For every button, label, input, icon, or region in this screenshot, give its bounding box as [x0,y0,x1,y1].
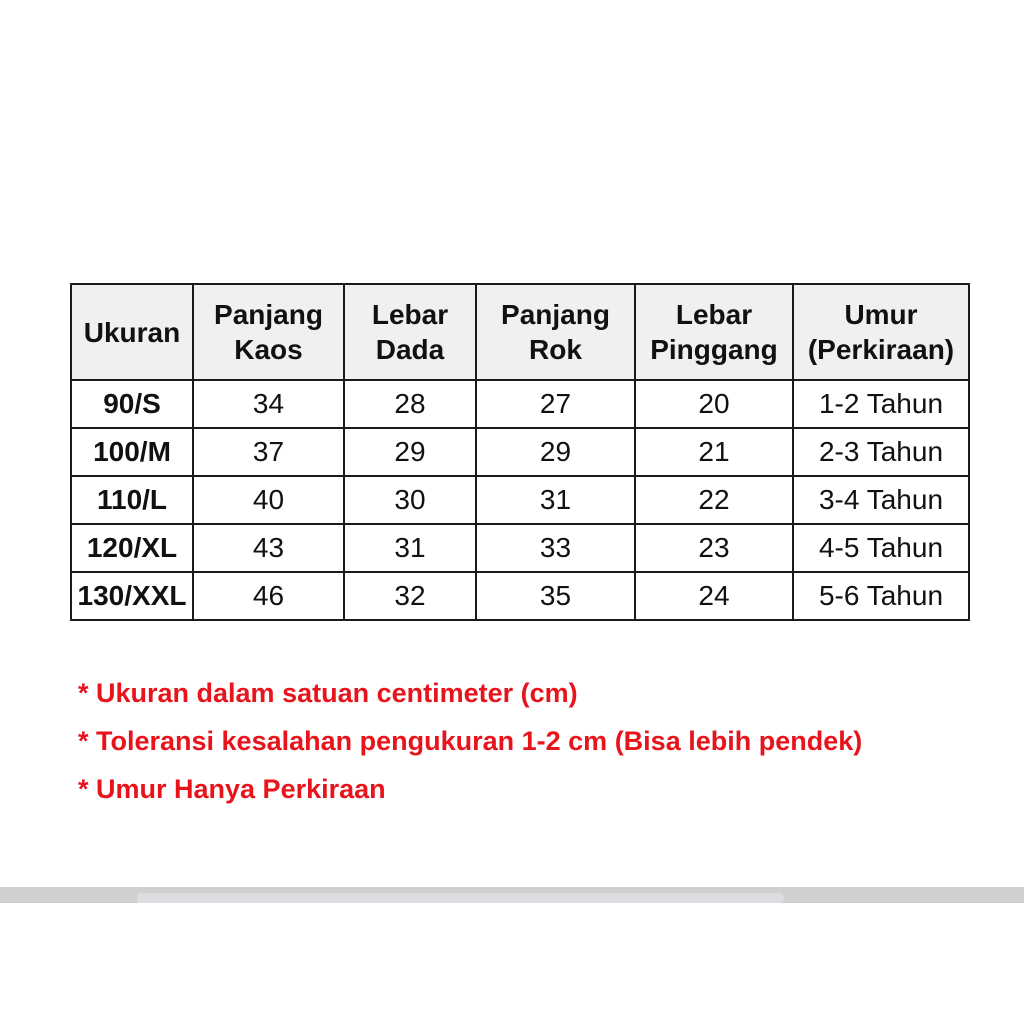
table-cell: 31 [344,524,476,572]
notes [78,675,862,819]
table-header-row [71,284,969,380]
table-cell: 43 [193,524,344,572]
header-label: (Perkiraan) [807,334,955,365]
table-cell: 4-5 Tahun [793,524,969,572]
table-cell: 20 [635,380,793,428]
table-cell: 1-2 Tahun [793,380,969,428]
size-cell: 100/M [71,428,193,476]
header-label: Ukuran [83,316,181,348]
size-cell: 110/L [71,476,193,524]
note-tolerance: * Toleransi kesalahan pengukuran 1-2 cm (Bisa lebih pendek) [78,726,863,756]
header-label: Lebar [371,299,449,330]
table-cell: 34 [193,380,344,428]
table-cell: 35 [476,572,635,620]
size-cell: 130/XXL [71,572,193,620]
size-chart-table [70,283,970,621]
horizontal-scrollbar[interactable] [0,887,1024,903]
table-row [71,476,969,524]
header-ukuran [71,284,193,380]
table-cell: 29 [344,428,476,476]
table-cell: 21 [635,428,793,476]
table-row [71,572,969,620]
table-row [71,380,969,428]
header-label: Dada [375,334,445,365]
table-cell: 28 [344,380,476,428]
table-cell: 30 [344,476,476,524]
header-label: Rok [529,334,582,365]
header-label: Pinggang [650,334,778,365]
table-cell: 5-6 Tahun [793,572,969,620]
header-label: Panjang [214,299,323,330]
header-panjang-rok [476,284,635,380]
header-label: Kaos [234,334,303,365]
header-label: Umur [844,299,918,330]
header-label: Panjang [501,299,610,330]
table-cell: 2-3 Tahun [793,428,969,476]
table-cell: 22 [635,476,793,524]
header-lebar-dada [344,284,476,380]
header-umur [793,284,969,380]
size-cell: 90/S [71,380,193,428]
header-panjang-kaos [193,284,344,380]
table-cell: 31 [476,476,635,524]
table-cell: 23 [635,524,793,572]
header-label: Lebar [675,299,753,330]
table-cell: 33 [476,524,635,572]
note-unit: * Ukuran dalam satuan centimeter (cm) [78,678,578,708]
table-cell: 27 [476,380,635,428]
table-row [71,524,969,572]
scrollbar-thumb[interactable] [137,893,784,903]
table-cell: 3-4 Tahun [793,476,969,524]
table-row [71,428,969,476]
header-lebar-pinggang [635,284,793,380]
table-cell: 32 [344,572,476,620]
table-cell: 37 [193,428,344,476]
table-cell: 46 [193,572,344,620]
note-age: * Umur Hanya Perkiraan [78,774,386,804]
table-cell: 29 [476,428,635,476]
table-cell: 24 [635,572,793,620]
size-cell: 120/XL [71,524,193,572]
table-cell: 40 [193,476,344,524]
